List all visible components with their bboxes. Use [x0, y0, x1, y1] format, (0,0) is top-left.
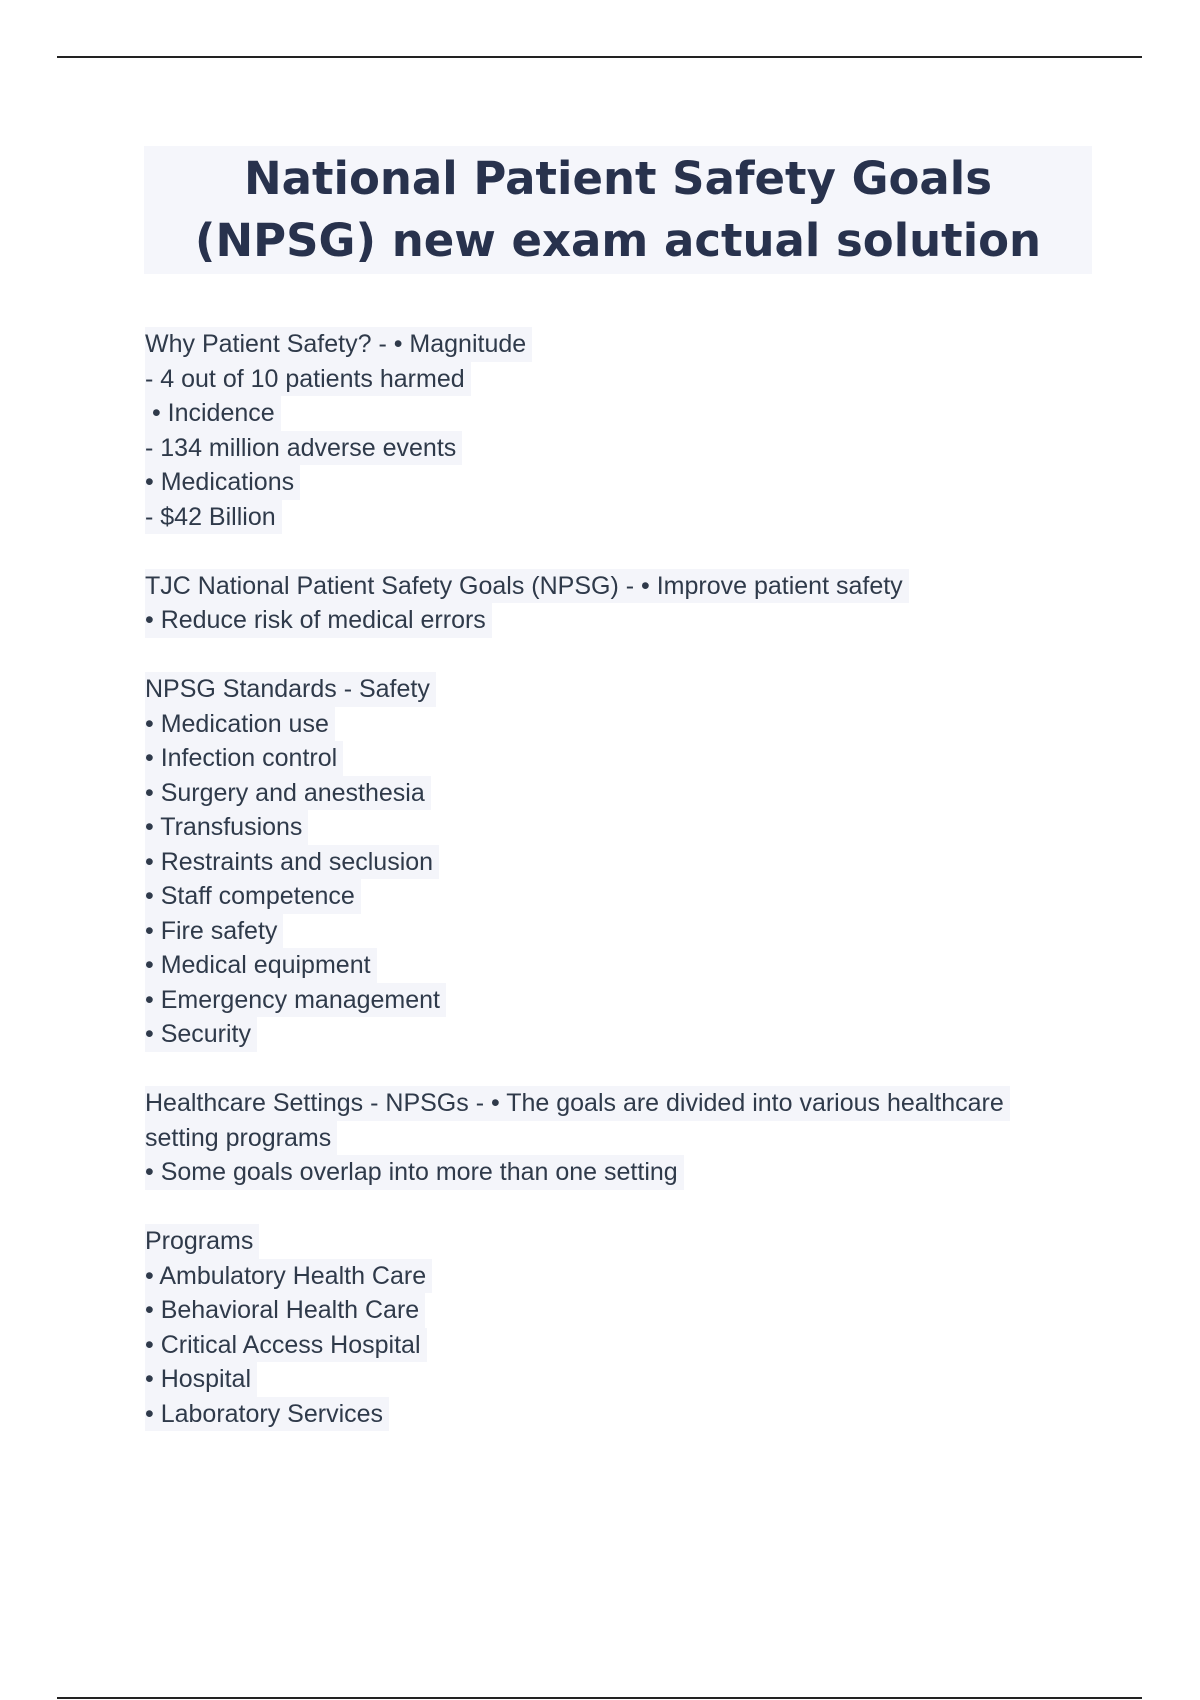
list-item: • Medical equipment [145, 948, 377, 983]
text-line: Why Patient Safety? - • Magnitude [145, 327, 532, 362]
text-line: • Medications [145, 465, 300, 500]
section-npsg-standards [145, 672, 1045, 1052]
list-item: • Fire safety [145, 914, 283, 949]
list-item: • Transfusions [145, 810, 308, 845]
list-item: • Emergency management [145, 983, 446, 1018]
text-line: Programs [145, 1224, 259, 1259]
text-line: TJC National Patient Safety Goals (NPSG) - • Improve patient safety [145, 569, 909, 604]
text-line: • Some goals overlap into more than one setting [145, 1155, 684, 1190]
list-item: • Security [145, 1017, 257, 1052]
text-line: • Incidence [145, 396, 281, 431]
list-item: • Staff competence [145, 879, 361, 914]
footer-rule [57, 1697, 1142, 1699]
list-item: • Medication use [145, 707, 335, 742]
list-item: • Infection control [145, 741, 343, 776]
text-line: - 134 million adverse events [145, 431, 462, 466]
section-why-patient-safety [145, 327, 1045, 534]
text-line: - $42 Billion [145, 500, 282, 535]
text-line: • Reduce risk of medical errors [145, 603, 492, 638]
list-item: • Ambulatory Health Care [145, 1259, 432, 1294]
document-body [145, 327, 1045, 1466]
section-tjc-npsg [145, 569, 1045, 638]
section-programs [145, 1224, 1045, 1431]
text-line: Healthcare Settings - NPSGs - • The goals are divided into various healthcare [145, 1086, 1010, 1121]
header-rule [57, 56, 1142, 58]
list-item: • Restraints and seclusion [145, 845, 439, 880]
page-title: National Patient Safety Goals (NPSG) new exam actual solution [194, 152, 1042, 267]
list-item: • Behavioral Health Care [145, 1293, 425, 1328]
list-item: • Critical Access Hospital [145, 1328, 427, 1363]
title-box [144, 146, 1092, 274]
text-line: - 4 out of 10 patients harmed [145, 362, 471, 397]
list-item: • Laboratory Services [145, 1397, 389, 1432]
text-line: setting programs [145, 1121, 337, 1156]
list-item: • Hospital [145, 1362, 257, 1397]
list-item: • Surgery and anesthesia [145, 776, 431, 811]
section-healthcare-settings [145, 1086, 1045, 1190]
text-line: NPSG Standards - Safety [145, 672, 436, 707]
